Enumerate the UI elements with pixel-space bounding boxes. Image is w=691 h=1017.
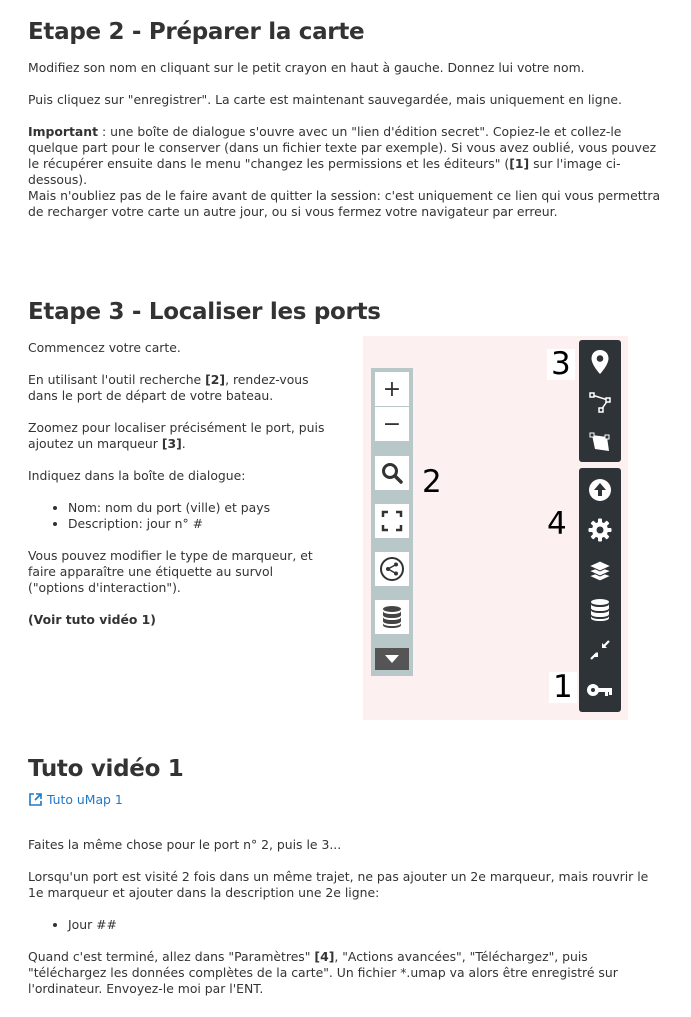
list-item: • Description: jour n° # <box>68 516 368 532</box>
ref-4: [4] <box>314 949 335 964</box>
step3-paragraph-5: Vous pouvez modifier le type de marqueur, et faire apparaître une étiquette au survol ("options d'interaction"). <box>28 548 313 595</box>
label-3: 3 <box>547 349 575 380</box>
gear-icon[interactable] <box>583 512 617 548</box>
marker-icon[interactable] <box>583 344 617 380</box>
step2-paragraph-3 <box>28 124 664 188</box>
step3-paragraph-3 <box>28 420 338 452</box>
label-1: 1 <box>549 672 577 703</box>
zoom-in-button[interactable]: + <box>375 372 409 406</box>
tuto-umap-link-label: Tuto uMap 1 <box>47 792 123 807</box>
collapse-icon[interactable] <box>583 632 617 668</box>
tuto-p3-end: , "Actions avancées", "Téléchargez", puis "téléchargez les données complètes de la carte". Un fichier *.umap va alors être enregistré sur l'ordinateur. Envoyez-le moi par l'ENT. <box>28 949 618 996</box>
ref-2: [2] <box>205 372 226 387</box>
tuto-umap-link[interactable] <box>28 792 123 807</box>
ref-1: [1] <box>509 156 530 171</box>
database-icon[interactable] <box>583 592 617 628</box>
zoom-out-button[interactable]: − <box>375 407 409 441</box>
more-controls-button[interactable] <box>375 648 409 670</box>
step3-paragraph-1: Commencez votre carte. <box>28 340 181 355</box>
tuto-paragraph-2: Lorsqu'un port est visité 2 fois dans un même trajet, ne pas ajouter un 2e marqueur, mais rouvrir le 1e marqueur et ajouter dans la description une 2e ligne: <box>28 869 649 900</box>
step2-paragraph-4: Mais n'oubliez pas de le faire avant de quitter la session: c'est uniquement ce lien qui vous permettra de recharger votre carte un autre jour, ou si vous fermez votre navigateur par erreur. <box>28 188 661 219</box>
step2-paragraph-1: Modifiez son nom en cliquant sur le petit crayon en haut à gauche. Donnez lui votre nom. <box>28 60 585 75</box>
drawing-toolbar <box>579 340 621 462</box>
fullscreen-icon[interactable] <box>375 504 409 538</box>
step2-paragraph-2: Puis cliquez sur "enregistrer". La carte est maintenant sauvegardée, mais uniquement en ligne. <box>28 92 622 107</box>
tuto-bullet-list <box>28 917 368 933</box>
left-toolbar <box>371 368 413 676</box>
share-icon[interactable] <box>375 552 409 586</box>
label-4: 4 <box>547 506 567 542</box>
step3-paragraph-4: Indiquez dans la boîte de dialogue: <box>28 468 246 483</box>
step3-paragraph-6: (Voir tuto vidéo 1) <box>28 612 156 627</box>
search-icon[interactable] <box>375 456 409 490</box>
polyline-icon[interactable] <box>583 384 617 420</box>
layers-icon[interactable] <box>583 552 617 588</box>
data-layers-icon[interactable] <box>375 600 409 634</box>
tuto-title: Tuto vidéo 1 <box>28 756 184 782</box>
external-link-icon <box>28 792 43 807</box>
step3-p2-text: En utilisant l'outil recherche <box>28 372 206 387</box>
map-figure <box>363 336 628 720</box>
settings-toolbar <box>579 468 621 712</box>
important-label: Important <box>28 124 99 139</box>
upload-icon[interactable] <box>583 472 617 508</box>
step2-p3-text: : une boîte de dialogue s'ouvre avec un "lien d'édition secret". Copiez-le et collez-le quelque part pour le conserver (dans un fichier texte par exemple). Si vous avez oublié, vous pouvez le récupérer ensuite dans le menu "changez les permissions et les éditeurs" ( <box>28 124 657 171</box>
label-2: 2 <box>422 464 442 500</box>
step2-title: Etape 2 - Préparer la carte <box>28 19 365 45</box>
list-item: • Jour ## <box>68 917 368 933</box>
list-item: • Nom: nom du port (ville) et pays <box>68 500 368 516</box>
tuto-paragraph-3 <box>28 949 668 997</box>
step3-bullet-list <box>28 500 368 532</box>
tuto-p3-text: Quand c'est terminé, allez dans "Paramètres" <box>28 949 315 964</box>
step3-p2-end: , rendez-vous dans le port de départ de votre bateau. <box>28 372 309 403</box>
tuto-paragraph-1: Faites la même chose pour le port n° 2, puis le 3... <box>28 837 342 852</box>
key-icon[interactable] <box>583 672 617 708</box>
polygon-icon[interactable] <box>583 424 617 460</box>
step3-title: Etape 3 - Localiser les ports <box>28 299 381 325</box>
ref-3: [3] <box>161 436 182 451</box>
step2-p3-end: sur l'image ci-dessous). <box>28 156 621 187</box>
step3-p3-text: Zoomez pour localiser précisément le port, puis ajoutez un marqueur <box>28 420 325 451</box>
step3-paragraph-2 <box>28 372 338 404</box>
step3-p3-end: . <box>181 436 186 451</box>
